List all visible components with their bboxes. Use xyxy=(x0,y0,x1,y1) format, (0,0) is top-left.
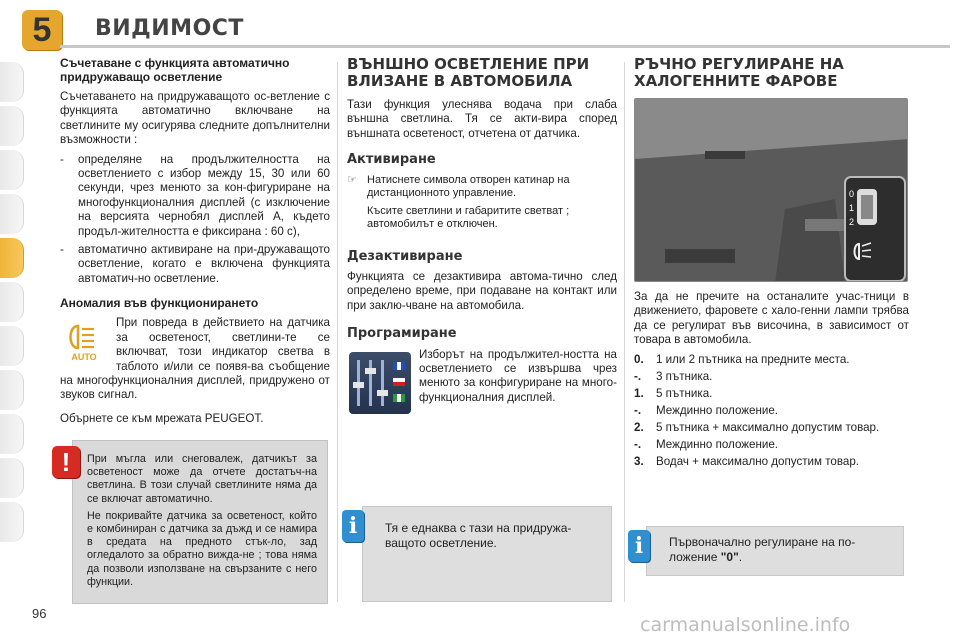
programming-block xyxy=(347,348,617,414)
anomaly-block xyxy=(60,316,330,407)
chapter-tab[interactable] xyxy=(0,326,24,366)
position-text: 3 пътника. xyxy=(656,369,713,383)
chapter-tab-active[interactable] xyxy=(0,238,24,278)
header-divider xyxy=(60,45,950,48)
paragraph: Късите светлини и габаритите светват ; автомобилът е отключен. xyxy=(367,204,570,231)
dash-bullet: - xyxy=(60,243,64,257)
column-left xyxy=(60,56,330,431)
paragraph: За да не пречите на останалите учас-тници в движението, фаровете с халo-генни лампи трябва да се регулират във височина, в зависимост от товара в автомобила. xyxy=(634,290,909,347)
info-box xyxy=(362,506,612,602)
position-key: -. xyxy=(634,437,642,451)
info-text xyxy=(669,535,893,565)
chapter-tab[interactable] xyxy=(0,502,24,542)
column-divider xyxy=(337,62,338,602)
chapter-tab[interactable] xyxy=(0,458,24,498)
list-item xyxy=(634,404,909,418)
auto-headlamp-indicator-icon xyxy=(64,318,110,362)
position-key: -. xyxy=(634,369,642,383)
chapter-tab[interactable] xyxy=(0,370,24,410)
section-heading: Програмиране xyxy=(347,326,457,342)
column-middle xyxy=(347,56,617,418)
check-arrow-icon: ☞ xyxy=(347,173,357,186)
position-key: 1. xyxy=(634,386,644,400)
info-suffix: . xyxy=(738,550,743,564)
chapter-tab[interactable] xyxy=(0,282,24,322)
dial-number: 1 xyxy=(849,203,855,213)
info-box xyxy=(646,526,904,576)
section-heading: Активиране xyxy=(347,152,436,168)
watermark: carmanualsonline.info xyxy=(640,614,851,636)
column-right xyxy=(634,56,909,472)
info-value: "0" xyxy=(720,550,739,564)
config-sliders-icon xyxy=(349,352,411,414)
list-item xyxy=(634,455,909,469)
section-heading: Аномалия във функционирането xyxy=(60,296,259,311)
chapter-tab[interactable] xyxy=(0,150,24,190)
paragraph: При повреда в действието на датчика за осветеност, светлини-те се включват, този индикатор светва в таблото и/или се появя-ва съобщение на многофункционалния дисплей, придружено от звуков сигнал. xyxy=(60,316,330,402)
position-key: 3. xyxy=(634,454,644,468)
list-item xyxy=(60,243,330,286)
position-key: 2. xyxy=(634,420,644,434)
position-text: Междинно положение. xyxy=(656,403,779,417)
dial-number: 0 xyxy=(849,189,855,199)
section-title: РЪЧНО РЕГУЛИРАНЕ НА ХАЛОГЕННИТЕ ФАРОВЕ xyxy=(634,55,844,90)
position-text: Междинно положение. xyxy=(656,437,779,451)
chapter-tab[interactable] xyxy=(0,414,24,454)
exclamation-icon: ! xyxy=(52,446,80,478)
dash-bullet: - xyxy=(60,152,64,166)
position-text: 1 или 2 пътника на предните места. xyxy=(656,352,850,366)
section-title: ВЪНШНО ОСВЕТЛЕНИЕ ПРИ ВЛИЗАНЕ В АВТОМОБИЛА xyxy=(347,55,590,90)
position-text: 5 пътника. xyxy=(656,386,713,400)
position-key: 0. xyxy=(634,352,644,366)
paragraph: Функцията се дезактивира автома-тично след определено време, при подаване на контакт или при заклю-чване на автомобила. xyxy=(347,270,617,312)
list-item xyxy=(634,438,909,452)
position-list xyxy=(634,353,909,469)
headlamp-adjuster-photo xyxy=(634,98,908,282)
section-heading: Съчетаване с функцията автоматично придружаващо осветление xyxy=(60,56,290,84)
list-item xyxy=(634,421,909,435)
list-item-text: определяне на продължителността на осветлението с избор между 15, 30 или 60 секунди, чрез менюто за кон-фигуриране на многофункционалния дисплей (с изключение на версията чернобял дисплей А, където продъл-жителността е фиксирана : 60 с), xyxy=(78,152,330,238)
column-divider xyxy=(624,62,625,602)
chapter-tab[interactable] xyxy=(0,106,24,146)
position-key: -. xyxy=(634,403,642,417)
info-icon: i xyxy=(342,510,364,542)
chapter-tab[interactable] xyxy=(0,62,24,102)
paragraph: Изборът на продължител-ността на осветлението се извършва чрез менюто за конфигуриране на много-функционалния дисплей. xyxy=(419,347,617,404)
info-icon: i xyxy=(628,530,650,562)
instruction-step xyxy=(347,174,617,201)
warning-text: Не покривайте датчика за осветеност, който е комбиниран с датчика за дъжд и се намира в средата на предното стък-ло, зад огледалото за обратно вижда-не ; това няма да позволи използване на свързаните с него функции. xyxy=(87,509,317,588)
warning-box xyxy=(72,440,328,604)
list-item xyxy=(634,353,909,367)
position-text: 5 пътника + максимално допустим товар. xyxy=(656,420,880,434)
list-item-text: автоматично активиране на при-дружаващото осветление, когато е включена функцията автоматич-но осветление. xyxy=(78,243,330,285)
auto-label: AUTO xyxy=(71,352,97,363)
paragraph: Обърнете се към мрежата PEUGEOT. xyxy=(60,411,264,425)
chapter-tabs xyxy=(0,62,24,546)
chapter-number-badge: 5 xyxy=(22,10,62,50)
list-item xyxy=(60,153,330,239)
paragraph: Тази функция улеснява водача при слаба външна светлина. Тя се акти-вира според външната осветеност, отчетена от датчика. xyxy=(347,98,617,140)
list-item xyxy=(634,387,909,401)
page-number: 96 xyxy=(32,606,47,621)
info-text: Тя е еднаква с тази на придружа-ващото осветление. xyxy=(385,521,572,550)
dial-number: 2 xyxy=(849,217,855,227)
warning-text: При мъгла или снеговалеж, датчикът за осветеност може да отчете достатъч-на светлина. В този случай светлините няма да се включат автоматично. xyxy=(87,453,317,505)
list-item xyxy=(634,370,909,384)
instruction-text: Натиснете символа отворен катинар на дистанционното управление. xyxy=(367,173,570,200)
paragraph: Съчетаването на придружаващото ос-ветление с функцията автоматично включване на светлините му осигурява следните допълнителни възможности : xyxy=(60,90,330,147)
section-heading: Дезактивиране xyxy=(347,248,463,264)
page-title: ВИДИМОСТ xyxy=(95,16,244,41)
chapter-tab[interactable] xyxy=(0,194,24,234)
info-prefix: Първоначално регулиране на по-ложение xyxy=(669,535,856,564)
position-text: Водач + максимално допустим товар. xyxy=(656,454,859,468)
